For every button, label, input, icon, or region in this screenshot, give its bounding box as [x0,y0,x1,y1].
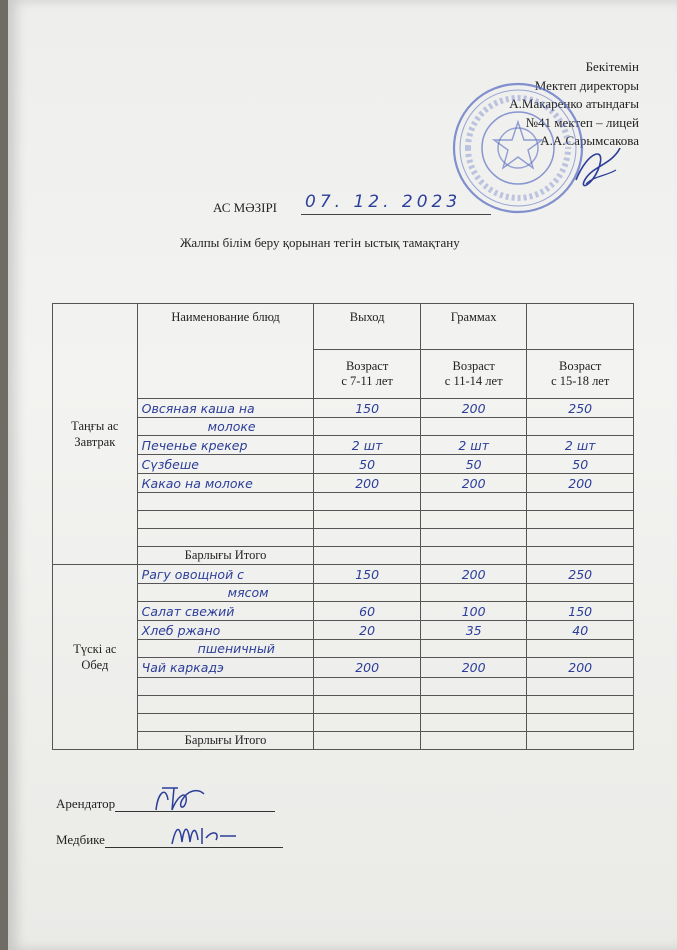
table-row [53,399,634,418]
dish-cell: пшеничный [137,640,314,658]
value-cell [420,678,527,696]
dish-cell: Печенье крекер [137,436,314,455]
dish-cell: Сүзбеше [137,455,314,474]
value-cell [314,418,421,436]
table-row [53,511,634,529]
menu-subtitle: Жалпы білім беру қорынан тегін ыстық тамақтану [180,235,460,250]
approval-line: А.А.Сарымсакова [540,133,639,148]
approval-line: Бекітемін [585,59,639,74]
lunch-label-kz: Түскі ас [73,642,117,656]
table-row [53,714,634,732]
dish-cell: Овсяная каша на [137,399,314,418]
value-cell [527,640,634,658]
approval-line: №41 мектеп – лицей [525,114,639,130]
table-row [53,565,634,584]
value-cell [527,418,634,436]
value-cell [527,696,634,714]
table-row [53,474,634,493]
value-cell [314,640,421,658]
value-cell: 50 [527,455,634,474]
value-cell: 100 [420,602,527,621]
breakfast-total-label: Барлығы Итого [137,547,314,565]
dish-cell: Хлеб ржано [137,621,314,640]
value-cell: 150 [314,399,421,418]
value-cell: 250 [527,399,634,418]
value-cell [314,493,421,511]
table-row [53,640,634,658]
menu-table [52,303,634,750]
director-signature [568,140,628,200]
value-cell: 2 шт [420,436,527,455]
table-row [53,436,634,455]
breakfast-label-ru: Завтрак [74,435,116,449]
value-cell: 250 [527,565,634,584]
table-row [53,678,634,696]
value-cell [420,529,527,547]
value-cell [527,493,634,511]
value-cell: 60 [314,602,421,621]
age-header-2: Возраст с 11-14 лет [420,350,527,399]
value-cell [420,511,527,529]
value-cell: 50 [420,455,527,474]
dish-cell: Чай каркадэ [137,658,314,678]
menu-title-line [213,192,462,216]
breakfast-label-cell [53,304,138,565]
value-cell [527,678,634,696]
value-cell [314,529,421,547]
value-cell: 200 [420,474,527,493]
table-header-row [53,304,634,350]
value-cell: 200 [314,658,421,678]
value-cell [527,584,634,602]
value-cell: 200 [420,399,527,418]
breakfast-label-kz: Таңғы ас [71,419,119,433]
table-row [53,493,634,511]
value-cell [527,714,634,732]
dish-cell [137,678,314,696]
lunch-label-cell [53,565,138,750]
value-cell: 200 [420,565,527,584]
menu-title: АС МӘЗІРІ [213,200,278,215]
value-cell: 200 [527,658,634,678]
value-cell: 200 [420,658,527,678]
value-cell: 150 [527,602,634,621]
value-cell [420,696,527,714]
value-cell [420,714,527,732]
value-cell [420,640,527,658]
approval-line: Мектеп директоры [534,77,639,93]
table-row [53,529,634,547]
dish-cell: Какао на молоке [137,474,314,493]
approval-line: А.Макаренко атындағы [509,96,639,111]
value-cell: 2 шт [314,436,421,455]
nurse-label: Медбике [56,832,105,847]
lunch-total-label: Барлығы Итого [137,732,314,750]
value-cell [527,529,634,547]
value-cell: 50 [314,455,421,474]
value-cell [314,714,421,732]
value-cell: 200 [314,474,421,493]
age-header-3: Возраст с 15-18 лет [527,350,634,399]
lunch-label-ru: Обед [81,658,109,672]
value-cell: 200 [527,474,634,493]
dish-header: Наименование блюд [137,304,314,399]
dish-cell [137,511,314,529]
lunch-total-row [53,732,634,750]
value-cell [420,493,527,511]
value-cell [314,511,421,529]
tenant-label: Арендатор [56,796,116,811]
grams-header: Граммах [420,304,527,350]
dish-cell [137,529,314,547]
menu-document [8,0,677,950]
dish-cell [137,493,314,511]
menu-date: 07. 12. 2023 [301,192,491,215]
output-header: Выход [314,304,421,350]
value-cell [420,418,527,436]
table-row [53,696,634,714]
table-row [53,658,634,678]
value-cell: 2 шт [527,436,634,455]
table-row [53,418,634,436]
value-cell [314,584,421,602]
dish-cell: молоке [137,418,314,436]
dish-cell [137,696,314,714]
dish-cell: Рагу овощной с [137,565,314,584]
value-cell: 35 [420,621,527,640]
value-cell: 20 [314,621,421,640]
dish-cell: мясом [137,584,314,602]
nurse-signature [166,816,246,852]
dish-cell [137,714,314,732]
table-row [53,602,634,621]
value-cell [527,511,634,529]
value-cell: 40 [527,621,634,640]
table-row [53,584,634,602]
breakfast-total-row [53,547,634,565]
table-row [53,621,634,640]
value-cell: 150 [314,565,421,584]
dish-cell: Салат свежий [137,602,314,621]
age-header-1: Возраст с 7-11 лет [314,350,421,399]
value-cell [314,696,421,714]
value-cell [314,678,421,696]
table-row [53,455,634,474]
value-cell [420,584,527,602]
tenant-signature [148,780,218,820]
